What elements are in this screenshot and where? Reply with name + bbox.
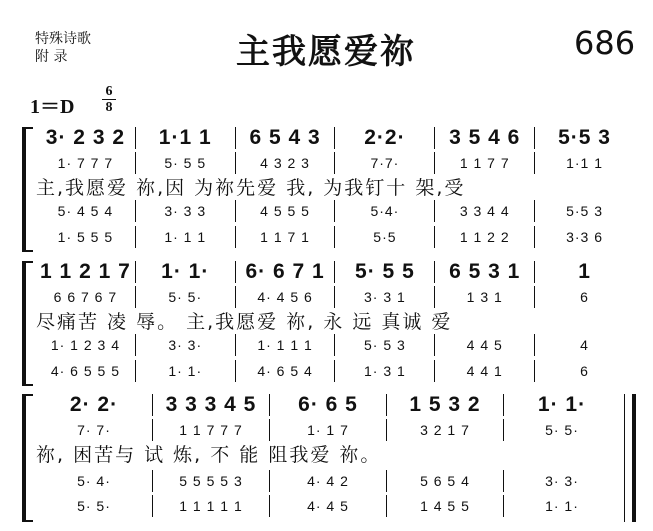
lyrics-line: 尽痛苦 凌 辱。 主,我愿爱 祢, 永 远 真诚 爱 [36,311,453,333]
measure: 5 6 5 4 [387,470,504,492]
appendix-label: 附 录 [35,49,68,65]
measure: 1· 1 7 [270,419,387,441]
measure: 5· 5· [36,495,153,517]
song-number: 686 [574,24,636,62]
lyrics-line: 祢, 困苦与 试 炼, 不 能 阻我爱 祢。 [36,444,382,466]
measure: 6 5 4 3 [236,127,336,149]
soprano-line [36,261,634,283]
measure: 3· 2 3 2 [36,127,136,149]
tenor-line [36,334,634,356]
measure: 1· 1· [136,261,236,283]
measure: 5· 5 5 [335,261,435,283]
score-system-2 [22,261,634,386]
measure: 1 1 7 7 [435,152,535,174]
measure: 6 5 3 1 [435,261,535,283]
measure: 2· 2· [36,394,153,416]
measure: 2·2· [335,127,435,149]
measure: 6 [580,289,589,305]
measure: 1·1 1 [566,155,604,171]
bass-line [36,495,620,517]
measure: 3· 3· [545,473,579,489]
measure: 1 1 1 1 1 [153,495,270,517]
measure: 6· 6 7 1 [236,261,336,283]
measure: 1 1 7 1 [236,226,336,248]
measure: 4· 4 2 [270,470,387,492]
measure: 1 [578,260,591,283]
measure: 5· 4· [36,470,153,492]
measure: 1 5 3 2 [387,394,504,416]
alto-line [36,419,620,441]
measure: 1 4 5 5 [387,495,504,517]
measure: 6 [580,363,589,379]
measure: 4 3 2 3 [236,152,336,174]
measure: 4· 4 5 [270,495,387,517]
time-signature-bottom: 8 [105,100,113,115]
measure: 1·1 1 [136,127,236,149]
measure: 6· 6 5 [270,394,387,416]
score-system-3 [22,394,634,522]
score-system-1 [22,127,634,252]
measure: 3· 3· [136,334,236,356]
time-signature-top: 6 [105,84,113,99]
measure: 1· 1 1 1 [236,334,336,356]
measure: 5· 5 3 [335,334,435,356]
measure: 3 3 4 4 [435,200,535,222]
measure: 4 4 1 [435,360,535,382]
final-barline [624,394,636,522]
measure: 3·3 6 [566,229,604,245]
measure: 5 5 5 5 3 [153,470,270,492]
measure: 1· 3 1 [335,360,435,382]
measure: 3· 3 3 [136,200,236,222]
measure: 7· 7· [36,419,153,441]
bass-line [36,226,634,248]
measure: 5·5 3 [566,203,604,219]
measure: 6 6 7 6 7 [36,286,136,308]
measure: 5·5 [335,226,435,248]
measure: 4· 4 5 6 [236,286,336,308]
tenor-line [36,200,634,222]
measure: 1 1 7 7 7 [153,419,270,441]
measure: 5· 4 5 4 [36,200,136,222]
measure: 1· 1 2 3 4 [36,334,136,356]
measure: 3· 3 1 [335,286,435,308]
soprano-line [36,127,634,149]
measure: 7·7· [335,152,435,174]
measure: 1· 1· [136,360,236,382]
measure: 4· 6 5 4 [236,360,336,382]
measure: 1 1 2 2 [435,226,535,248]
bass-line [36,360,634,382]
measure: 3 5 4 6 [435,127,535,149]
measure: 1· 1· [537,393,587,416]
measure: 5· 5 5 [136,152,236,174]
measure: 3 2 1 7 [387,419,504,441]
measure: 5·5 3 [558,126,611,149]
key-signature: 1＝D [30,96,75,118]
measure: 4 5 5 5 [236,200,336,222]
measure: 5·4· [335,200,435,222]
alto-line [36,152,634,174]
lyrics-line: 主,我愿爱 祢,因 为祢先爱 我, 为我钉十 架,受 [36,177,466,199]
measure: 3 3 3 4 5 [153,394,270,416]
tenor-line [36,470,620,492]
time-signature [102,85,116,114]
measure: 4 [580,337,589,353]
category-label: 特殊诗歌 [35,31,91,47]
measure: 1 3 1 [435,286,535,308]
measure: 1· 7 7 7 [36,152,136,174]
measure: 5· 5· [545,422,579,438]
measure: 1· 1 1 [136,226,236,248]
alto-line [36,286,634,308]
measure: 4· 6 5 5 5 [36,360,136,382]
measure: 1· 5 5 5 [36,226,136,248]
song-title: 主我愿爱祢 [236,32,416,72]
measure: 1 1 2 1 7 [36,261,136,283]
measure: 4 4 5 [435,334,535,356]
soprano-line [36,394,620,416]
measure: 1· 1· [545,498,579,514]
measure: 5· 5· [136,286,236,308]
